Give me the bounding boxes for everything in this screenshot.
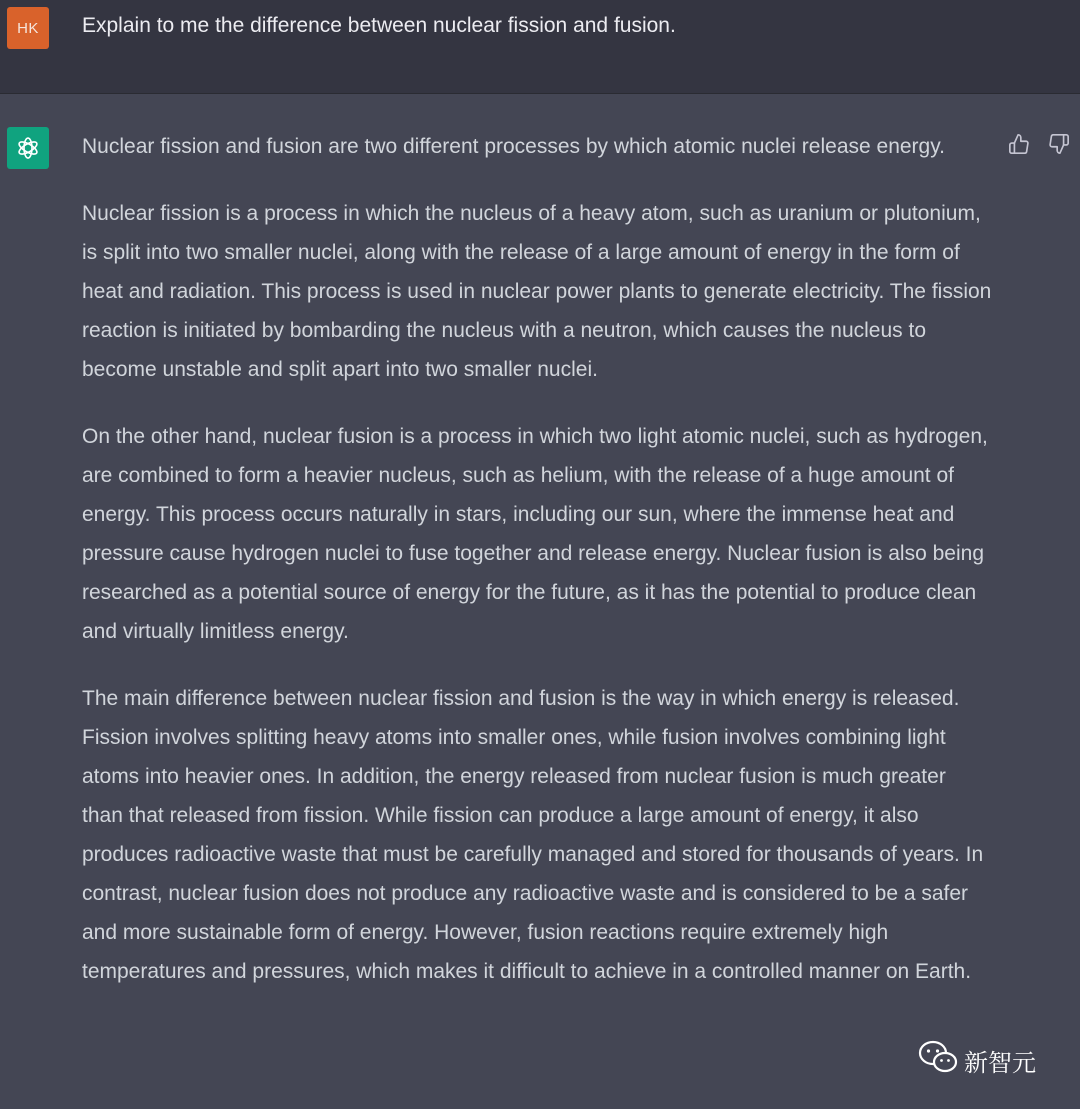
answer-paragraph: Nuclear fission is a process in which the nucleus of a heavy atom, such as uranium or plutonium, is split into two smaller nuclei, along with the release of a large amount of energy in the form of heat and radiation. This process is used in nuclear power plants to generate electricity. The fission reaction is initiated by bombarding the nucleus with a neutron, which causes the nucleus to become unstable and split apart into two smaller nuclei. — [82, 202, 992, 381]
answer-paragraph: Nuclear fission and fusion are two different processes by which atomic nuclei release energy. — [82, 135, 945, 158]
watermark-text: 新智元 — [964, 1048, 1036, 1077]
wechat-icon — [918, 1040, 958, 1080]
answer-paragraph: The main difference between nuclear fission and fusion is the way in which energy is released. Fission involves splitting heavy atoms into smaller ones, while fusion involves combining light atoms into heavier ones. In addition, the energy released from nuclear fusion is much greater than that released from fission. While fission can produce a large amount of energy, it also produces radioactive waste that must be carefully managed and stored for thousands of years. In contrast, nuclear fusion does not produce any radioactive waste and is considered to be a safer and more sustainable form of energy. However, fusion reactions require extremely high temperatures and pressures, which makes it difficult to achieve in a controlled manner on Earth. — [82, 687, 984, 983]
thumbs-down-icon[interactable] — [1047, 132, 1071, 156]
answer-paragraph: On the other hand, nuclear fusion is a process in which two light atomic nuclei, such as hydrogen, are combined to form a heavier nucleus, such as helium, with the release of a huge amount of energy. This process occurs naturally in stars, including our sun, where the immense heat and pressure cause hydrogen nuclei to fuse together and release energy. Nuclear fusion is also being researched as a potential source of energy for the future, as it has the potential to produce clean and virtually limitless energy. — [82, 425, 988, 643]
assistant-message-row — [0, 94, 1080, 1109]
assistant-message-text — [82, 127, 992, 1019]
thumbs-up-icon[interactable] — [1007, 132, 1031, 156]
watermark — [918, 1040, 1036, 1080]
user-message-row — [0, 0, 1080, 94]
user-message-text: Explain to me the difference between nuclear fission and fusion. — [82, 14, 676, 37]
openai-logo-icon — [7, 127, 49, 169]
user-avatar: HK — [7, 7, 49, 49]
